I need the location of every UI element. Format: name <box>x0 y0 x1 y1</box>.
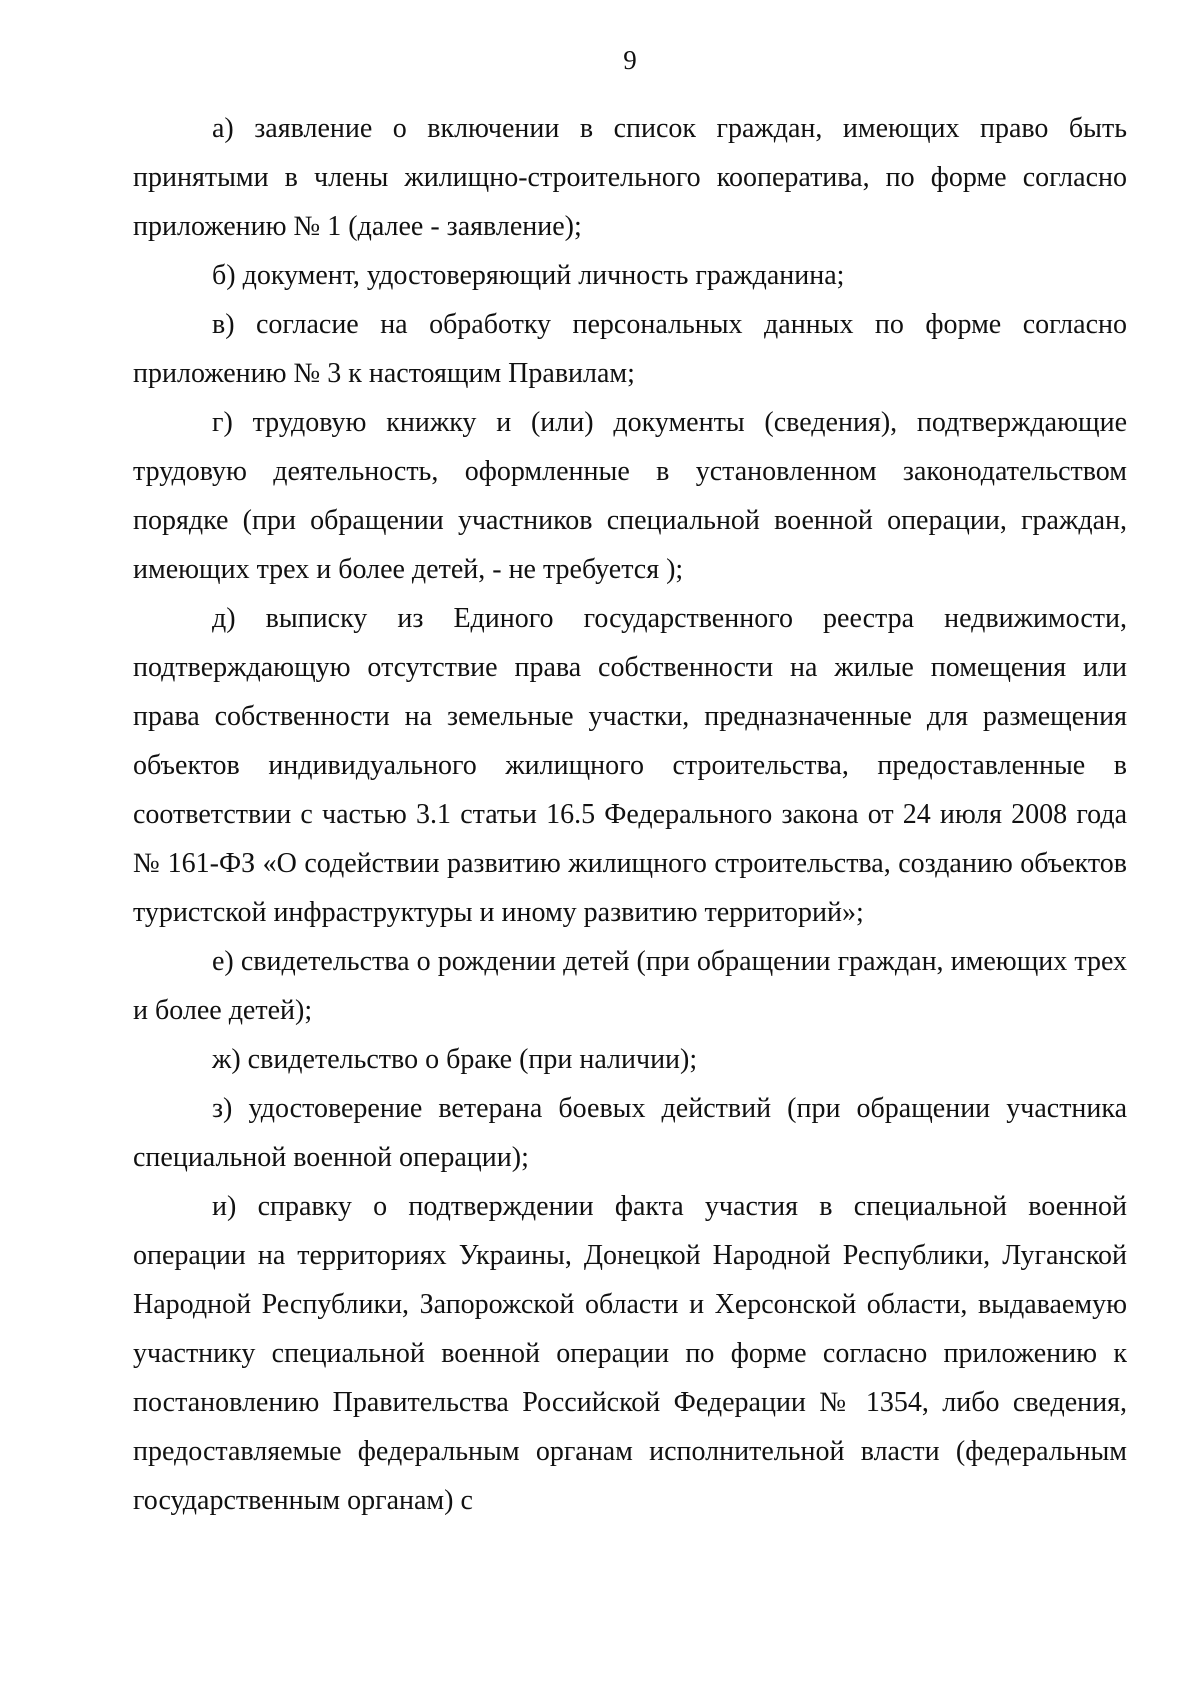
page-number: 9 <box>623 45 637 75</box>
paragraph-e-birth-certificates: е) свидетельства о рождении детей (при обращении граждан, имеющих трех и более детей); <box>133 946 1127 1026</box>
paragraph-b-identity-document: б) документ, удостоверяющий личность гражданина; <box>212 260 845 291</box>
document-body <box>133 104 1127 1525</box>
paragraph-g-employment-record: г) трудовую книжку и (или) документы (сведения), подтверждающие трудовую деятельность, оформленные в установленном законодательством порядке (при обращении участников специальной военной операции, граждан, имеющих трех и более детей, - не требуется ); <box>133 407 1127 585</box>
paragraph-d-registry-extract: д) выписку из Единого государственного реестра недвижимости, подтверждающую отсутствие права собственности на жилые помещения или права собственности на земельные участки, предназначенные для размещения объектов индивидуального жилищного строительства, предоставленные в соответствии с частью 3.1 статьи 16.5 Федерального закона от 24 июля 2008 года № 161-ФЗ «О содействии развитию жилищного строительства, созданию объектов туристской инфраструктуры и иному развитию территорий»; <box>133 603 1127 928</box>
paragraph-v-data-consent: в) согласие на обработку персональных данных по форме согласно приложению № 3 к настоящим Правилам; <box>133 309 1127 389</box>
paragraph-z-veteran-certificate: з) удостоверение ветерана боевых действий (при обращении участника специальной военной операции); <box>133 1093 1127 1173</box>
paragraph-zh-marriage-certificate: ж) свидетельство о браке (при наличии); <box>212 1044 698 1075</box>
paragraph-i-participation-certificate: и) справку о подтверждении факта участия в специальной военной операции на территориях Украины, Донецкой Народной Республики, Луганской Народной Республики, Запорожской области и Херсонской области, выдаваемую участнику специальной военной операции по форме согласно приложению к постановлению Правительства Российской Федерации № 1354, либо сведения, предоставляемые федеральным органам исполнительной власти (федеральным государственным органам) с <box>133 1191 1127 1516</box>
paragraph-a-application: а) заявление о включении в список граждан, имеющих право быть принятыми в члены жилищно-строительного кооператива, по форме согласно приложению № 1 (далее - заявление); <box>133 113 1127 242</box>
